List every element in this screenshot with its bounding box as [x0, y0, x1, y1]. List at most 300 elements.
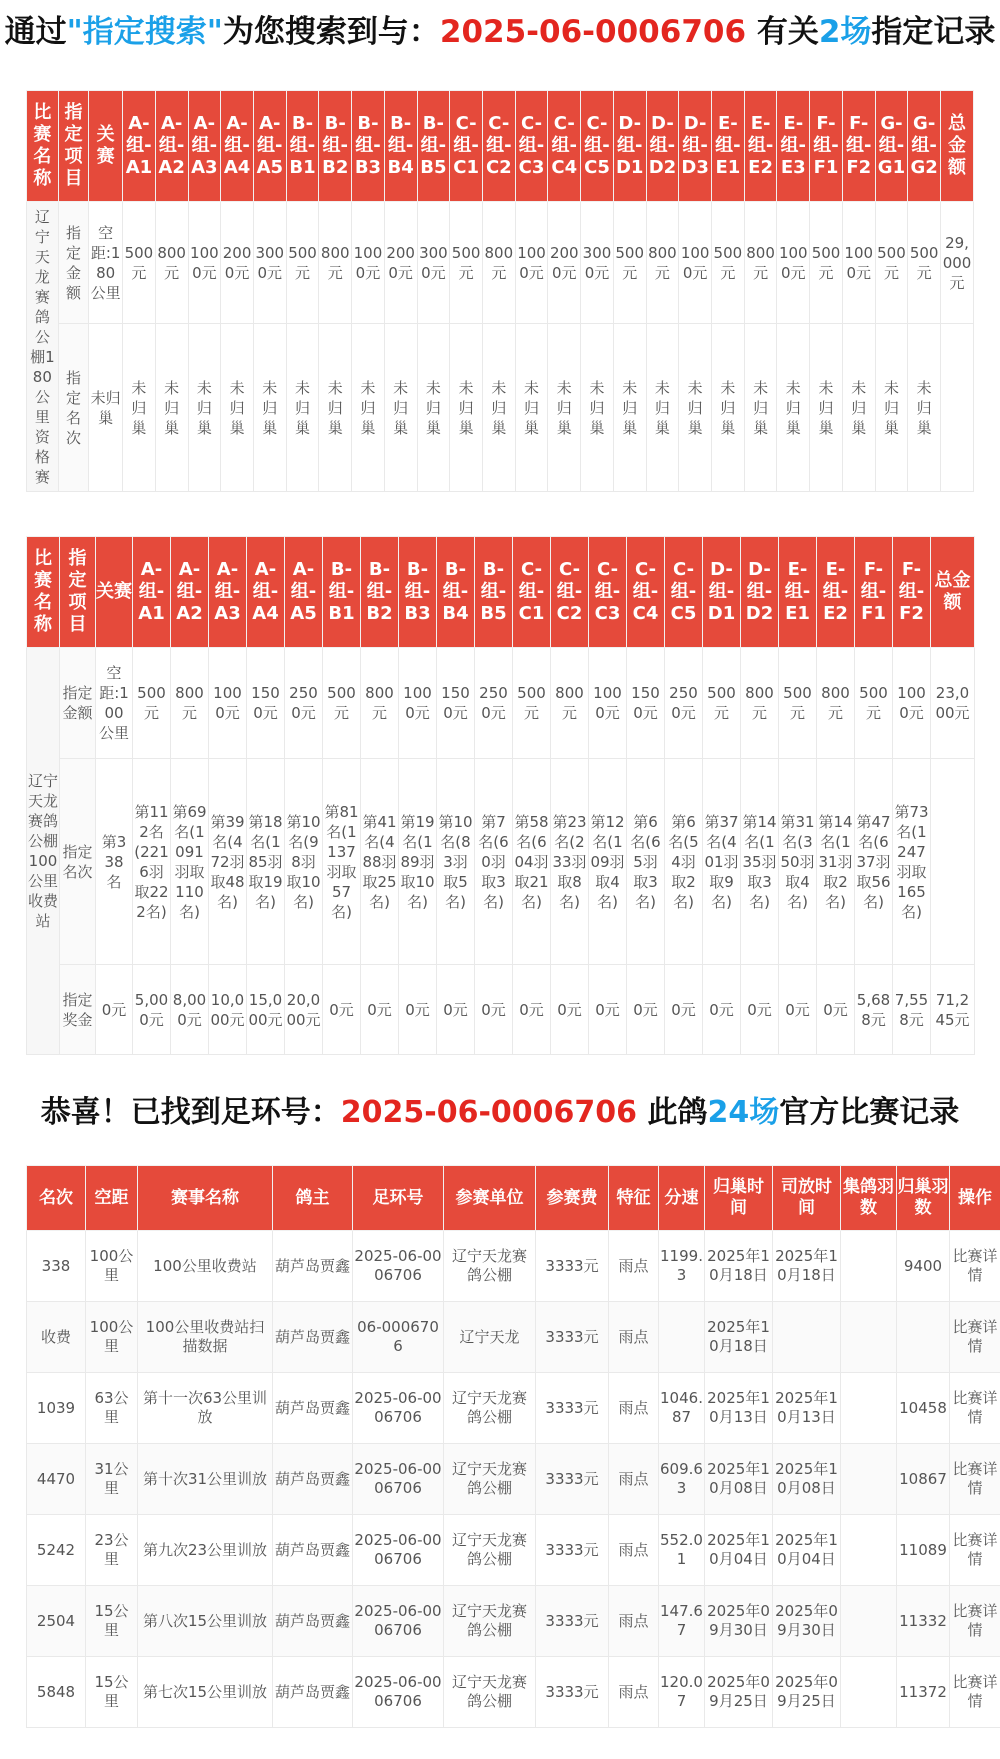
group-value-cell: 第58名(604羽取21名): [513, 759, 551, 965]
group-value-cell: 未归巢: [123, 324, 156, 492]
total-cell: 29,000元: [941, 202, 974, 324]
group-value-cell: 未归巢: [613, 324, 646, 492]
table2-header: C-组-C2: [551, 537, 589, 648]
race-details-link[interactable]: 比赛详情: [950, 1444, 1000, 1515]
table1-header: F-组-F2: [842, 91, 875, 202]
total-cell: [931, 759, 975, 965]
record-cell: [773, 1302, 841, 1373]
records-header: 归巢羽数: [897, 1166, 950, 1231]
record-cell: 2025-06-0006706: [353, 1373, 444, 1444]
designated-table-180km: [26, 90, 974, 492]
record-cell: 辽宁天龙赛鸽公棚: [444, 1231, 536, 1302]
heading2-middle: 此鸽: [637, 1095, 708, 1130]
table2-header: D-组-D2: [741, 537, 779, 648]
heading2-suffix: 官方比赛记录: [779, 1095, 960, 1130]
records-header: 空距: [86, 1166, 138, 1231]
record-cell: 2504: [27, 1586, 86, 1657]
record-cell: [841, 1373, 897, 1444]
group-value-cell: 7,558元: [893, 965, 931, 1055]
record-cell: 辽宁天龙: [444, 1302, 536, 1373]
table-row: [27, 759, 975, 965]
group-value-cell: 10,000元: [209, 965, 247, 1055]
record-cell: 100公里: [86, 1302, 138, 1373]
table2-header: 比赛名称: [27, 537, 60, 648]
table1-header: B-组-B3: [352, 91, 385, 202]
group-value-cell: 500元: [513, 648, 551, 759]
group-value-cell: 未归巢: [188, 324, 221, 492]
table2-header: F-组-F2: [893, 537, 931, 648]
group-value-cell: 第112名(2216羽取222名): [133, 759, 171, 965]
record-cell: 1039: [27, 1373, 86, 1444]
group-value-cell: 0元: [779, 965, 817, 1055]
group-value-cell: 第19名(189羽取10名): [399, 759, 437, 965]
record-cell: 2025年10月18日: [773, 1231, 841, 1302]
group-value-cell: 3000元: [417, 202, 450, 324]
record-cell: 15公里: [86, 1586, 138, 1657]
table2-header: 指定项目: [60, 537, 96, 648]
group-value-cell: 800元: [646, 202, 679, 324]
records-header: 赛事名称: [138, 1166, 273, 1231]
group-value-cell: 1000元: [777, 202, 810, 324]
group-value-cell: 第6名(65羽取3名): [627, 759, 665, 965]
record-cell: [841, 1231, 897, 1302]
records-header: 操作: [950, 1166, 1000, 1231]
record-cell: [841, 1515, 897, 1586]
table1-header: A-组-A1: [123, 91, 156, 202]
record-cell: 雨点: [609, 1444, 659, 1515]
record-cell: 第八次15公里训放: [138, 1586, 273, 1657]
group-value-cell: 未归巢: [744, 324, 777, 492]
table2-header: E-组-E2: [817, 537, 855, 648]
record-cell: 2025年09月30日: [773, 1586, 841, 1657]
heading2-count: 24场: [707, 1095, 780, 1130]
table2-header: A-组-A4: [247, 537, 285, 648]
group-value-cell: 1000元: [209, 648, 247, 759]
group-value-cell: 2500元: [475, 648, 513, 759]
table1-header: D-组-D3: [679, 91, 712, 202]
group-value-cell: 500元: [123, 202, 156, 324]
group-value-cell: 0元: [741, 965, 779, 1055]
group-value-cell: 0元: [665, 965, 703, 1055]
record-cell: 63公里: [86, 1373, 138, 1444]
table2-header: D-组-D1: [703, 537, 741, 648]
group-value-cell: 800元: [319, 202, 352, 324]
group-value-cell: 第10名(83羽取5名): [437, 759, 475, 965]
record-cell: 2025-06-0006706: [353, 1586, 444, 1657]
table2-header: A-组-A1: [133, 537, 171, 648]
group-value-cell: 500元: [810, 202, 843, 324]
heading-count: 2场: [818, 14, 872, 50]
group-value-cell: 第31名(350羽取4名): [779, 759, 817, 965]
race-name-cell: 辽宁天龙赛鸽公棚100公里收费站: [27, 648, 60, 1055]
record-cell: 2025年09月30日: [705, 1586, 773, 1657]
table-row: [27, 1586, 1000, 1657]
group-value-cell: 500元: [323, 648, 361, 759]
group-value-cell: 第14名(135羽取3名): [741, 759, 779, 965]
race-details-link[interactable]: 比赛详情: [950, 1302, 1000, 1373]
record-cell: 1199.3: [659, 1231, 705, 1302]
heading-ring-number: 2025-06-0006706: [439, 14, 747, 50]
group-value-cell: 未归巢: [450, 324, 483, 492]
table1-header: C-组-C3: [515, 91, 548, 202]
record-cell: 2025-06-0006706: [353, 1231, 444, 1302]
record-cell: 31公里: [86, 1444, 138, 1515]
table1-header: A-组-A2: [155, 91, 188, 202]
record-cell: 4470: [27, 1444, 86, 1515]
group-value-cell: 第37名(401羽取9名): [703, 759, 741, 965]
group-value-cell: 0元: [703, 965, 741, 1055]
record-cell: [841, 1302, 897, 1373]
records-header: 参赛单位: [444, 1166, 536, 1231]
table-row: [27, 202, 974, 324]
record-cell: 3333元: [536, 1302, 609, 1373]
table-row: [27, 1373, 1000, 1444]
group-value-cell: 500元: [450, 202, 483, 324]
records-header: 归巢时间: [705, 1166, 773, 1231]
group-value-cell: 第69名(1091羽取110名): [171, 759, 209, 965]
group-value-cell: 未归巢: [417, 324, 450, 492]
group-value-cell: 500元: [712, 202, 745, 324]
record-cell: 11089: [897, 1515, 950, 1586]
group-value-cell: 未归巢: [253, 324, 286, 492]
group-value-cell: 未归巢: [712, 324, 745, 492]
record-cell: 11372: [897, 1657, 950, 1728]
group-value-cell: 3000元: [253, 202, 286, 324]
group-value-cell: 500元: [875, 202, 908, 324]
record-cell: 雨点: [609, 1586, 659, 1657]
table1-header: C-组-C2: [482, 91, 515, 202]
record-cell: 2025年10月18日: [705, 1231, 773, 1302]
race-details-link[interactable]: 比赛详情: [950, 1515, 1000, 1586]
group-value-cell: 500元: [703, 648, 741, 759]
table2-header: C-组-C5: [665, 537, 703, 648]
group-value-cell: 1000元: [842, 202, 875, 324]
group-value-cell: 第10名(98羽取10名): [285, 759, 323, 965]
record-cell: 338: [27, 1231, 86, 1302]
table1-header: B-组-B4: [384, 91, 417, 202]
group-value-cell: 第41名(488羽取25名): [361, 759, 399, 965]
record-cell: 葫芦岛贾鑫: [273, 1515, 353, 1586]
record-cell: 552.01: [659, 1515, 705, 1586]
group-value-cell: 500元: [133, 648, 171, 759]
group-value-cell: 800元: [155, 202, 188, 324]
group-value-cell: 0元: [627, 965, 665, 1055]
group-value-cell: 5,000元: [133, 965, 171, 1055]
heading2-prefix: 恭喜！已找到足环号：: [40, 1095, 341, 1130]
record-cell: 2025-06-0006706: [353, 1515, 444, 1586]
group-value-cell: 15,000元: [247, 965, 285, 1055]
group-value-cell: 500元: [779, 648, 817, 759]
group-value-cell: 未归巢: [646, 324, 679, 492]
table1-header: 比赛名称: [27, 91, 59, 202]
table2-header: B-组-B2: [361, 537, 399, 648]
group-value-cell: 未归巢: [384, 324, 417, 492]
record-cell: 雨点: [609, 1657, 659, 1728]
record-cell: 第七次15公里训放: [138, 1657, 273, 1728]
record-cell: 2025-06-0006706: [353, 1657, 444, 1728]
heading-suffix: 有关: [746, 14, 819, 50]
record-cell: 葫芦岛贾鑫: [273, 1373, 353, 1444]
heading-prefix: 通过: [4, 14, 67, 50]
record-cell: 2025年09月25日: [705, 1657, 773, 1728]
record-cell: 葫芦岛贾鑫: [273, 1231, 353, 1302]
table2-header: A-组-A5: [285, 537, 323, 648]
records-header: 参赛费: [536, 1166, 609, 1231]
table1-header: F-组-F1: [810, 91, 843, 202]
group-value-cell: 0元: [551, 965, 589, 1055]
table-row: [27, 1302, 1000, 1373]
group-value-cell: 800元: [171, 648, 209, 759]
heading2-ring-number: 2025-06-0006706: [340, 1095, 638, 1130]
record-cell: 06-0006706: [353, 1302, 444, 1373]
record-cell: 23公里: [86, 1515, 138, 1586]
record-cell: 2025年10月18日: [705, 1302, 773, 1373]
group-value-cell: 0元: [399, 965, 437, 1055]
group-value-cell: 0元: [513, 965, 551, 1055]
guan-sai-cell: 未归巢: [89, 324, 123, 492]
group-value-cell: 未归巢: [908, 324, 941, 492]
record-cell: [841, 1657, 897, 1728]
group-value-cell: 1000元: [399, 648, 437, 759]
race-records-table: [26, 1165, 1000, 1728]
group-value-cell: 1000元: [515, 202, 548, 324]
record-cell: 辽宁天龙赛鸽公棚: [444, 1586, 536, 1657]
table1-header: B-组-B2: [319, 91, 352, 202]
table1-header: A-组-A3: [188, 91, 221, 202]
record-cell: 雨点: [609, 1373, 659, 1444]
race-details-link[interactable]: 比赛详情: [950, 1586, 1000, 1657]
record-cell: 3333元: [536, 1444, 609, 1515]
record-cell: [659, 1302, 705, 1373]
group-value-cell: 未归巢: [875, 324, 908, 492]
group-value-cell: 第18名(185羽取19名): [247, 759, 285, 965]
group-value-cell: 1000元: [352, 202, 385, 324]
row-label-cell: 指定金额: [58, 202, 89, 324]
record-cell: 1046.87: [659, 1373, 705, 1444]
group-value-cell: 2000元: [384, 202, 417, 324]
group-value-cell: 第7名(60羽取3名): [475, 759, 513, 965]
guan-sai-cell: 空距:180公里: [89, 202, 123, 324]
record-cell: 100公里收费站: [138, 1231, 273, 1302]
table1-header: D-组-D1: [613, 91, 646, 202]
table2-header: B-组-B3: [399, 537, 437, 648]
record-cell: 100公里收费站扫描数据: [138, 1302, 273, 1373]
table1-header: B-组-B1: [286, 91, 319, 202]
record-cell: 葫芦岛贾鑫: [273, 1586, 353, 1657]
race-details-link[interactable]: 比赛详情: [950, 1373, 1000, 1444]
group-value-cell: 800元: [361, 648, 399, 759]
group-value-cell: 0元: [817, 965, 855, 1055]
group-value-cell: 800元: [741, 648, 779, 759]
table2-header: A-组-A2: [171, 537, 209, 648]
group-value-cell: 2000元: [221, 202, 254, 324]
records-header: 足环号: [353, 1166, 444, 1231]
record-cell: 辽宁天龙赛鸽公棚: [444, 1515, 536, 1586]
record-cell: 2025年10月13日: [773, 1373, 841, 1444]
group-value-cell: 500元: [613, 202, 646, 324]
group-value-cell: 1500元: [627, 648, 665, 759]
table2-header: A-组-A3: [209, 537, 247, 648]
record-cell: 11332: [897, 1586, 950, 1657]
group-value-cell: 第6名(54羽取2名): [665, 759, 703, 965]
group-value-cell: 800元: [817, 648, 855, 759]
table1-header: G-组-G1: [875, 91, 908, 202]
table2-header: 总金额: [931, 537, 975, 648]
group-value-cell: 未归巢: [515, 324, 548, 492]
group-value-cell: 未归巢: [842, 324, 875, 492]
group-value-cell: 2500元: [665, 648, 703, 759]
records-header: 鸽主: [273, 1166, 353, 1231]
record-cell: 9400: [897, 1231, 950, 1302]
record-cell: 120.07: [659, 1657, 705, 1728]
group-value-cell: 0元: [589, 965, 627, 1055]
race-details-link[interactable]: 比赛详情: [950, 1657, 1000, 1728]
group-value-cell: 未归巢: [482, 324, 515, 492]
record-cell: 3333元: [536, 1231, 609, 1302]
group-value-cell: 1000元: [188, 202, 221, 324]
record-cell: 辽宁天龙赛鸽公棚: [444, 1657, 536, 1728]
group-value-cell: 0元: [475, 965, 513, 1055]
designated-table-100km: [26, 536, 975, 1055]
table2-header: F-组-F1: [855, 537, 893, 648]
record-cell: 收费: [27, 1302, 86, 1373]
table1-header: 指定项目: [58, 91, 89, 202]
record-cell: 葫芦岛贾鑫: [273, 1444, 353, 1515]
heading-keyword: "指定搜索": [66, 14, 223, 50]
group-value-cell: 第81名(1137羽取57名): [323, 759, 361, 965]
record-cell: 3333元: [536, 1657, 609, 1728]
record-cell: 5848: [27, 1657, 86, 1728]
record-cell: [841, 1586, 897, 1657]
record-cell: 2025年10月08日: [773, 1444, 841, 1515]
records-header: 司放时间: [773, 1166, 841, 1231]
table-row: [27, 965, 975, 1055]
group-value-cell: 未归巢: [319, 324, 352, 492]
records-header: 特征: [609, 1166, 659, 1231]
total-cell: [941, 324, 974, 492]
race-name-cell: 辽宁天龙赛鸽公棚180公里资格赛: [27, 202, 59, 492]
record-cell: 10867: [897, 1444, 950, 1515]
record-cell: 葫芦岛贾鑫: [273, 1657, 353, 1728]
record-cell: 雨点: [609, 1515, 659, 1586]
group-value-cell: 0元: [437, 965, 475, 1055]
table2-header: C-组-C3: [589, 537, 627, 648]
group-value-cell: 20,000元: [285, 965, 323, 1055]
group-value-cell: 5,688元: [855, 965, 893, 1055]
guan-sai-cell: 空距:100公里: [96, 648, 133, 759]
table2-header: E-组-E1: [779, 537, 817, 648]
total-cell: 23,000元: [931, 648, 975, 759]
record-cell: 第九次23公里训放: [138, 1515, 273, 1586]
record-cell: 葫芦岛贾鑫: [273, 1302, 353, 1373]
table1-header: E-组-E1: [712, 91, 745, 202]
table-row: [27, 648, 975, 759]
group-value-cell: 1000元: [893, 648, 931, 759]
record-cell: 2025年10月04日: [773, 1515, 841, 1586]
group-value-cell: 3000元: [581, 202, 614, 324]
record-cell: 147.67: [659, 1586, 705, 1657]
table1-header: C-组-C5: [581, 91, 614, 202]
group-value-cell: 第12名(109羽取4名): [589, 759, 627, 965]
record-cell: 2025年09月25日: [773, 1657, 841, 1728]
record-cell: 15公里: [86, 1657, 138, 1728]
group-value-cell: 未归巢: [679, 324, 712, 492]
record-cell: 3333元: [536, 1373, 609, 1444]
race-details-link[interactable]: 比赛详情: [950, 1231, 1000, 1302]
group-value-cell: 未归巢: [777, 324, 810, 492]
table2-header: 关赛: [96, 537, 133, 648]
record-cell: 3333元: [536, 1515, 609, 1586]
table1-header: G-组-G2: [908, 91, 941, 202]
group-value-cell: 未归巢: [810, 324, 843, 492]
group-value-cell: 800元: [482, 202, 515, 324]
group-value-cell: 8,000元: [171, 965, 209, 1055]
guan-sai-cell: 0元: [96, 965, 133, 1055]
group-value-cell: 1000元: [589, 648, 627, 759]
search-result-heading: [0, 0, 1000, 62]
record-cell: 2025-06-0006706: [353, 1444, 444, 1515]
group-value-cell: 500元: [855, 648, 893, 759]
group-value-cell: 第23名(233羽取8名): [551, 759, 589, 965]
row-label-cell: 指定金额: [60, 648, 96, 759]
table1-header: A-组-A4: [221, 91, 254, 202]
records-header: 分速: [659, 1166, 705, 1231]
table-row: [27, 1231, 1000, 1302]
table-row: [27, 1444, 1000, 1515]
group-value-cell: 未归巢: [352, 324, 385, 492]
record-cell: 雨点: [609, 1231, 659, 1302]
table2-header: C-组-C1: [513, 537, 551, 648]
group-value-cell: 0元: [361, 965, 399, 1055]
record-cell: 3333元: [536, 1586, 609, 1657]
group-value-cell: 未归巢: [221, 324, 254, 492]
table1-header: E-组-E2: [744, 91, 777, 202]
heading-suffix-2: 指定记录: [871, 14, 996, 50]
table1-header: A-组-A5: [253, 91, 286, 202]
group-value-cell: 未归巢: [548, 324, 581, 492]
record-cell: 2025年10月04日: [705, 1515, 773, 1586]
group-value-cell: 500元: [908, 202, 941, 324]
group-value-cell: 500元: [286, 202, 319, 324]
group-value-cell: 0元: [323, 965, 361, 1055]
record-cell: [841, 1444, 897, 1515]
guan-sai-cell: 第338名: [96, 759, 133, 965]
table1-header: C-组-C4: [548, 91, 581, 202]
table2-header: B-组-B5: [475, 537, 513, 648]
group-value-cell: 800元: [744, 202, 777, 324]
table2-header: B-组-B1: [323, 537, 361, 648]
group-value-cell: 未归巢: [155, 324, 188, 492]
table1-header: B-组-B5: [417, 91, 450, 202]
group-value-cell: 第39名(472羽取48名): [209, 759, 247, 965]
table1-header: C-组-C1: [450, 91, 483, 202]
row-label-cell: 指定奖金: [60, 965, 96, 1055]
records-header: 名次: [27, 1166, 86, 1231]
group-value-cell: 1500元: [247, 648, 285, 759]
total-cell: 71,245元: [931, 965, 975, 1055]
row-label-cell: 指定名次: [60, 759, 96, 965]
record-cell: [897, 1302, 950, 1373]
group-value-cell: 800元: [551, 648, 589, 759]
table-row: [27, 1657, 1000, 1728]
table2-header: C-组-C4: [627, 537, 665, 648]
record-cell: 雨点: [609, 1302, 659, 1373]
record-cell: 2025年10月13日: [705, 1373, 773, 1444]
record-cell: 辽宁天龙赛鸽公棚: [444, 1373, 536, 1444]
records-header: 集鸽羽数: [841, 1166, 897, 1231]
record-cell: 609.63: [659, 1444, 705, 1515]
group-value-cell: 第73名(1247羽取165名): [893, 759, 931, 965]
